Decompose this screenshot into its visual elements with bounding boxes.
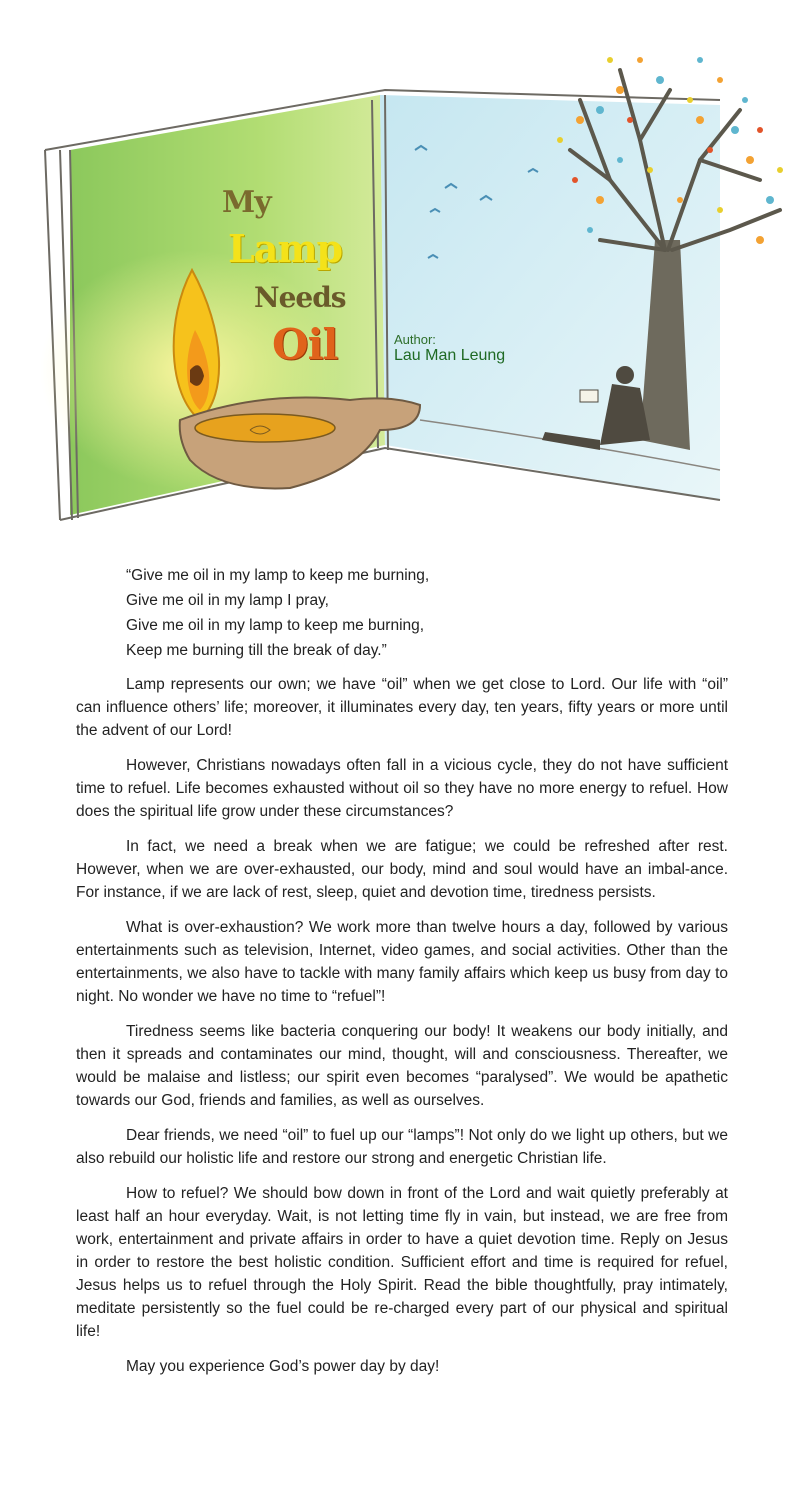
hymn-verse [76,563,728,663]
verse-line: Keep me burning till the break of day.” [126,642,387,659]
title-word-oil: Oil [272,320,338,369]
paragraph: Tiredness seems like bacteria conquering our body! It weakens our body initially, and then it spreads and contaminates our mind, thought, will and consciousness. Thereafter, we would be malaise and listless; our spirit even becomes “paralysed”. We would be apathetic towards our God, friends and families, as well as ourselves. [76,1023,728,1109]
closing-line: May you experience God’s power day by day! [126,1358,440,1375]
author-label: Author: [394,332,436,347]
title-word-my: My [222,185,271,220]
title-word-needs: Needs [254,281,346,314]
paragraph: However, Christians nowadays often fall in a vicious cycle, they do not have sufficient time to refuel. Life becomes exhausted without oil so they have no more energy to refuel. How does the spiritual life grow under these circumstances? [76,757,728,820]
header-illustration [0,0,800,540]
verse-line: Give me oil in my lamp I pray, [126,592,329,609]
article-body [76,563,728,1378]
author-name: Lau Man Leung [394,347,506,364]
paragraph: Lamp represents our own; we have “oil” when we get close to Lord. Our life with “oil” can influence others’ life; moreover, it illuminates every day, ten years, fifty years or more until the advent of our Lord! [76,676,728,739]
paragraph: Dear friends, we need “oil” to fuel up our “lamps”! Not only do we light up others, but we also rebuild our holistic life and restore our strong and energetic Christian life. [76,1127,728,1167]
paragraph: How to refuel? We should bow down in front of the Lord and wait quietly preferably at least half an hour everyday. Wait, is not letting time fly in vain, but instead, we are free from work, entertainment and private affairs in order to have a quiet devotion time. Reply on Jesus in order to restore the best holistic condition. Sufficient effort and time is required for refuel, Jesus helps us to refuel through the Holy Spirit. Read the bible thoughtfully, pray intimately, meditate persistently so the fuel could be re-charged every part of our physical and spiritual life! [76,1185,728,1340]
paragraph: In fact, we need a break when we are fatigue; we could be refreshed after rest. However, when we are over-exhausted, our body, mind and soul would have an imbal-ance. For instance, if we are lack of rest, sleep, quiet and devotion time, tiredness persists. [76,838,728,901]
title-word-lamp: Lamp [228,226,343,271]
open-book-icon [0,0,800,540]
verse-line: Give me oil in my lamp to keep me burning, [126,617,425,634]
verse-line: “Give me oil in my lamp to keep me burning, [126,567,430,584]
paragraph: What is over-exhaustion? We work more than twelve hours a day, followed by various entertainments such as television, Internet, video games, and social activities. Other than the entertainments, we also have to tackle with many family affairs which keep us busy from day to night. No wonder we have no time to “refuel”! [76,919,728,1005]
